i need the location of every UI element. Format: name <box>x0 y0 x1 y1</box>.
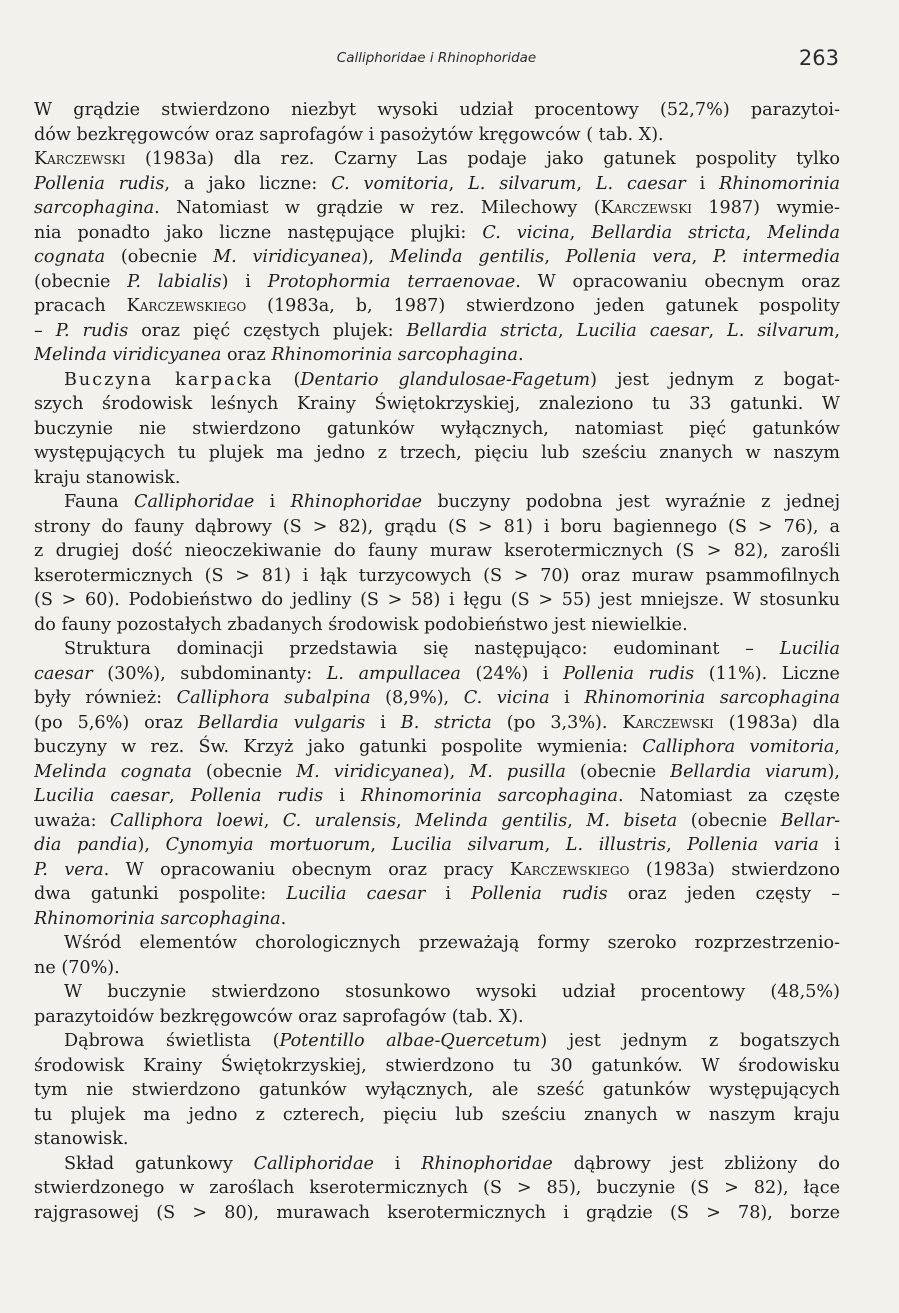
text-segment: buczyny w rez. Św. Krzyż jako gatunki pospolite wymienia: <box>34 737 643 757</box>
text-line <box>34 882 840 907</box>
text-segment: (24%) i <box>460 663 564 684</box>
text-line <box>34 931 840 956</box>
text-segment: ), <box>827 761 840 782</box>
text-line <box>34 784 840 809</box>
italic-term: C. vicina <box>463 688 550 708</box>
text-line <box>34 735 840 760</box>
text-segment: (8,9%), <box>370 688 464 708</box>
text-line <box>34 809 840 834</box>
text-line <box>34 417 840 442</box>
text-line <box>34 1152 840 1177</box>
text-segment: . <box>280 908 287 929</box>
text-segment: i <box>365 712 401 733</box>
text-line <box>34 319 840 344</box>
text-line <box>34 907 840 932</box>
italic-term: Melinda <box>767 222 840 243</box>
text-segment: , <box>745 222 768 243</box>
text-segment: kserotermicznych (S > 81) i łąk turzycowych (S > 70) oraz muraw psammofilnych <box>34 565 840 586</box>
text-line <box>34 515 840 540</box>
text-segment: 1987) wymie- <box>691 198 840 218</box>
italic-term: Melinda gentilis <box>415 810 568 831</box>
text-segment: , a jako liczne: <box>164 173 332 194</box>
text-line <box>34 1029 840 1054</box>
text-segment: tym nie stwierdzono gatunków wyłącznych, ale sześć gatunków występujących <box>34 1080 840 1100</box>
text-line <box>34 98 840 123</box>
italic-term: Calliphora loewi <box>110 810 264 831</box>
text-segment: (1983a) dla <box>713 712 840 733</box>
text-segment: stwierdzonego w zaroślach kserotermicznych (S > 85), buczynie (S > 82), łące <box>34 1178 840 1198</box>
text-segment: , <box>691 247 714 267</box>
text-segment: (obecnie <box>565 761 671 782</box>
text-segment: . <box>517 345 524 365</box>
text-segment: były również: <box>34 688 177 708</box>
text-line <box>34 466 840 491</box>
text-segment: buczynie nie stwierdzono gatunków wyłącznych, natomiast pięć gatunków <box>34 418 840 439</box>
italic-term: Calliphora vomitoria <box>642 737 835 757</box>
italic-term: cognata <box>34 247 106 267</box>
text-segment: Buczyna karpacka <box>64 369 274 390</box>
text-segment: i <box>685 173 720 194</box>
text-segment: . Natomiast za częste <box>618 786 840 806</box>
italic-term: Pollenia rudis <box>563 663 695 684</box>
italic-term: Rhinomorinia sarcophagina <box>271 345 518 365</box>
italic-term: Pollenia rudis <box>471 884 608 904</box>
italic-term: Lucilia <box>779 639 840 659</box>
text-line <box>34 613 840 638</box>
italic-term: C. vomitoria <box>331 173 449 194</box>
text-line <box>34 662 840 687</box>
text-segment: dów bezkręgowców oraz saprofagów i pasożytów kręgowców ( tab. X). <box>34 124 664 145</box>
text-segment: i <box>425 884 472 904</box>
text-segment: , <box>834 737 840 757</box>
italic-term: Bellardia stricta <box>406 320 558 341</box>
text-segment: ne (70%). <box>34 957 120 978</box>
text-segment: strony do fauny dąbrowy (S > 82), grądu (S > 81) i boru bagiennego (S > 76), a <box>34 516 840 537</box>
text-line <box>34 980 840 1005</box>
text-segment: Skład gatunkowy <box>64 1153 254 1174</box>
text-line <box>34 858 840 883</box>
italic-term: Lucilia caesar <box>34 786 169 806</box>
text-line <box>34 1127 840 1152</box>
text-segment: , <box>834 320 840 341</box>
italic-term: Melinda viridicyanea <box>34 345 222 365</box>
text-segment: nia ponadto jako liczne następujące plujki: <box>34 222 483 243</box>
text-segment: (obecnie <box>34 271 128 292</box>
italic-term: Pollenia vera <box>565 247 692 267</box>
text-segment: rajgrasowej (S > 80), murawach kserotermicznych i grądzie (S > 78), borze <box>34 1202 840 1223</box>
text-segment: kraju stanowisk. <box>34 467 181 488</box>
text-segment: , <box>569 222 592 243</box>
italic-term: Pollenia rudis <box>34 173 165 194</box>
text-segment: oraz pięć częstych plujek: <box>128 320 407 341</box>
italic-term: Melinda cognata <box>34 761 192 782</box>
italic-term: Bellar- <box>780 810 840 831</box>
text-line <box>34 441 840 466</box>
italic-term: M. pusilla <box>469 761 566 782</box>
italic-term: Lucilia silvarum <box>391 835 545 855</box>
text-segment: i <box>323 786 361 806</box>
text-segment: (po 5,6%) oraz <box>34 712 198 733</box>
italic-term: Pollenia rudis <box>190 786 324 806</box>
italic-term: Calliphoridae <box>134 492 255 512</box>
text-segment: (30%), subdominanty: <box>92 663 327 684</box>
italic-term: Lucilia caesar <box>286 884 426 904</box>
text-line <box>34 196 840 221</box>
text-line <box>34 221 840 246</box>
text-segment: dąbrowy jest zbliżony do <box>552 1153 840 1174</box>
text-line <box>34 147 840 172</box>
text-segment: , <box>168 786 191 806</box>
text-segment: ) jest jednym z bogatszych <box>540 1031 840 1051</box>
text-line <box>34 1078 840 1103</box>
italic-term: Lucilia caesar <box>576 320 709 341</box>
text-segment: oraz jeden częsty – <box>607 884 840 904</box>
italic-term: Bellardia viarum <box>670 761 828 782</box>
text-line <box>34 637 840 662</box>
italic-term: Bellardia vulgaris <box>197 712 366 733</box>
text-segment: (11%). Liczne <box>694 663 840 684</box>
text-segment: . W opracowaniu obecnym oraz <box>515 271 840 292</box>
text-line <box>34 1176 840 1201</box>
text-line <box>34 245 840 270</box>
italic-term: Potentillo albae-Quercetum <box>279 1031 541 1051</box>
text-segment: do fauny pozostałych zbadanych środowisk podobieństwo jest niewielkie. <box>34 614 688 635</box>
text-line <box>34 294 840 319</box>
text-line <box>34 490 840 515</box>
text-line <box>34 343 840 368</box>
text-segment: Wśród elementów chorologicznych przeważają formy szeroko rozprzestrzenio- <box>64 933 840 953</box>
text-line <box>34 539 840 564</box>
text-line <box>34 368 840 393</box>
italic-term: Melinda gentilis <box>389 247 545 267</box>
italic-term: Pollenia varia <box>687 835 819 855</box>
text-line <box>34 270 840 295</box>
text-segment: ) jest jednym z bogat- <box>590 369 840 390</box>
italic-term: M. viridicyanea <box>296 761 443 782</box>
italic-term: C. vicina <box>482 222 570 243</box>
italic-term: L. silvarum <box>727 320 835 341</box>
text-line <box>34 564 840 589</box>
text-segment: ( <box>273 369 301 390</box>
text-segment: (1983a) dla rez. Czarny Las podaje jako gatunek pospolity tylko <box>125 149 840 169</box>
text-line <box>34 956 840 981</box>
text-segment: – <box>34 320 56 341</box>
author-name: Karczewskiego <box>509 859 630 880</box>
text-segment: Fauna <box>64 492 135 512</box>
italic-term: Rhinomorinia sarcophagina <box>360 786 619 806</box>
text-segment: (S > 60). Podobieństwo do jedliny (S > 58) i łęgu (S > 55) jest mniejsze. W stosunku <box>34 590 840 610</box>
text-segment: i <box>549 688 585 708</box>
text-segment: ) i <box>221 271 268 292</box>
text-segment: . Natomiast w grądzie w rez. Milechowy ( <box>154 198 601 218</box>
italic-term: sarcophagina <box>34 198 155 218</box>
running-title: Calliphoridae i Rhinophoridae <box>336 50 537 66</box>
text-segment: , <box>544 835 566 855</box>
text-segment: , <box>544 247 566 267</box>
italic-term: Rhinomorinia <box>719 173 840 194</box>
italic-term: Rhinophoridae <box>290 492 423 512</box>
italic-term: Calliphoridae <box>253 1153 374 1174</box>
text-segment: (obecnie <box>191 761 297 782</box>
text-segment: i <box>373 1153 422 1174</box>
text-segment: i <box>818 835 840 855</box>
text-line <box>34 686 840 711</box>
italic-term: P. vera <box>34 859 104 880</box>
text-segment: parazytoidów bezkręgowców oraz saprofagów (tab. X). <box>34 1006 524 1027</box>
text-line <box>34 1201 840 1226</box>
text-segment: tu plujek ma jedno z czterech, pięciu lub sześciu znanych w naszym kraju <box>34 1104 840 1125</box>
author-name: Karczewskiego <box>126 296 247 316</box>
text-line <box>34 1005 840 1030</box>
italic-term: L. caesar <box>595 173 686 194</box>
text-segment: ), <box>361 247 390 267</box>
text-segment: ), <box>137 835 166 855</box>
italic-term: P. intermedia <box>713 247 840 267</box>
text-segment: . W opracowaniu obecnym oraz pracy <box>103 859 510 880</box>
italic-term: L. illustris <box>565 835 667 855</box>
text-segment: Dąbrowa świetlista ( <box>64 1031 280 1051</box>
text-line <box>34 588 840 613</box>
italic-term: Protophormia terraenovae <box>267 271 516 292</box>
text-segment: stanowisk. <box>34 1129 129 1149</box>
italic-term: B. stricta <box>400 712 492 733</box>
text-segment: (obecnie <box>105 247 214 267</box>
italic-term: L. ampullacea <box>326 663 461 684</box>
text-segment: (1983a, b, 1987) stwierdzono jeden gatunek pospolity <box>246 296 840 316</box>
page-number: 263 <box>798 46 839 70</box>
text-segment: (obecnie <box>677 810 781 831</box>
italic-term: Rhinomorinia sarcophagina <box>34 908 281 929</box>
text-line <box>34 833 840 858</box>
text-segment: dwa gatunki pospolite: <box>34 884 287 904</box>
italic-term: P. labialis <box>127 271 222 292</box>
italic-term: dia pandia <box>34 835 138 855</box>
author-name: Karczewski <box>600 198 692 218</box>
text-segment: środowisk Krainy Świętokrzyskiej, stwierdzono tu 30 gatunków. W środowisku <box>34 1055 840 1076</box>
text-segment: oraz <box>221 345 272 365</box>
italic-term: caesar <box>34 663 93 684</box>
text-line <box>34 760 840 785</box>
text-segment: , <box>666 835 688 855</box>
italic-term: Cynomyia mortuorum <box>165 835 371 855</box>
italic-term: Bellardia stricta <box>591 222 746 243</box>
text-segment: W buczynie stwierdzono stosunkowo wysoki udział procentowy (48,5%) <box>64 982 840 1002</box>
italic-term: M. viridicyanea <box>213 247 362 267</box>
text-line <box>34 1054 840 1079</box>
italic-term: P. rudis <box>55 320 129 341</box>
text-segment: (po 3,3%). <box>491 712 623 733</box>
text-segment: , <box>395 810 416 831</box>
italic-term: C. uralensis <box>282 810 396 831</box>
text-segment: uważa: <box>34 810 111 831</box>
text-segment: , <box>448 173 469 194</box>
text-segment: z drugiej dość nieoczekiwanie do fauny muraw kserotermicznych (S > 82), zarośli <box>34 541 840 561</box>
text-line <box>34 172 840 197</box>
text-segment: i <box>254 492 291 512</box>
italic-term: Rhinomorinia sarcophagina <box>584 688 840 708</box>
author-name: Karczewski <box>622 712 714 733</box>
text-line <box>34 1103 840 1128</box>
text-segment: , <box>576 173 596 194</box>
italic-term: Dentario glandulosae-Fagetum <box>300 369 591 390</box>
text-line <box>34 711 840 736</box>
text-line <box>34 392 840 417</box>
author-name: Karczewski <box>34 149 126 169</box>
text-segment: buczyny podobna jest wyraźnie z jednej <box>422 492 840 512</box>
italic-term: Rhinophoridae <box>421 1153 553 1174</box>
text-segment: , <box>567 810 587 831</box>
body-text <box>34 98 840 1225</box>
text-segment: , <box>370 835 392 855</box>
italic-term: Calliphora subalpina <box>176 688 371 708</box>
text-segment: pracach <box>34 296 127 316</box>
text-segment: Struktura dominacji przedstawia się następująco: eudominant – <box>64 639 780 659</box>
text-segment: występujących tu plujek ma jedno z trzech, pięciu lub sześciu znanych w naszym <box>34 443 840 463</box>
page-header <box>34 46 839 76</box>
text-segment: (1983a) stwierdzono <box>629 859 840 880</box>
text-segment: , <box>263 810 283 831</box>
italic-term: M. biseta <box>586 810 678 831</box>
text-segment: szych środowisk leśnych Krainy Świętokrzyskiej, znaleziono tu 33 gatunki. W <box>34 394 840 414</box>
text-segment: W grądzie stwierdzono niezbyt wysoki udział procentowy (52,7%) parazytoi- <box>34 100 840 120</box>
text-segment: , <box>557 320 577 341</box>
text-segment: ), <box>442 761 470 782</box>
italic-term: L. silvarum <box>468 173 577 194</box>
text-line <box>34 123 840 148</box>
text-segment: , <box>708 320 728 341</box>
